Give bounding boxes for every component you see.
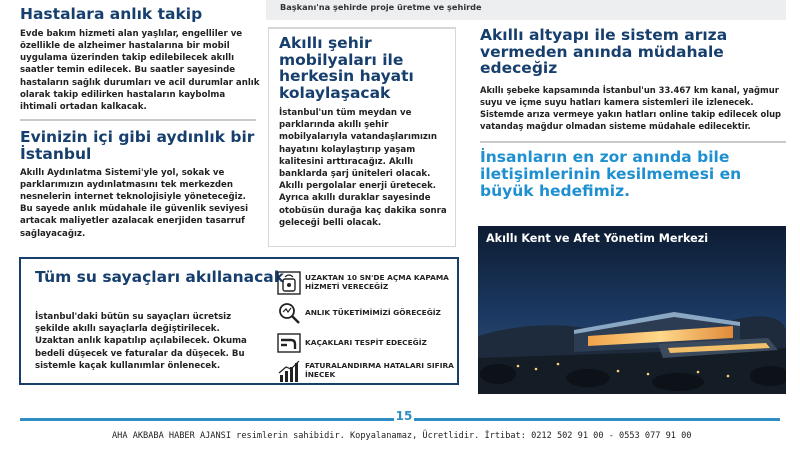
section-heading: Hastalara anlık takip	[20, 5, 203, 23]
footer-rule	[20, 418, 394, 421]
feature-leak-detection	[277, 329, 427, 357]
middle-column	[268, 27, 456, 247]
command-center-photo	[478, 226, 786, 394]
divider	[20, 119, 256, 121]
pipe-icon	[277, 331, 301, 355]
page-number: 15	[395, 409, 413, 423]
feature-label: KAÇAKLARI TESPİT EDECEĞİZ	[305, 337, 427, 347]
top-strip: Başkanı'na şehirde proje üretme ve şehirde	[266, 0, 786, 20]
feature-label: UZAKTAN 10 SN'DE AÇMA KAPAMA HİZMETİ VERECEĞİZ	[305, 273, 449, 291]
pull-quote: İnsanların en zor anında bile iletişimlerinin kesilmemesi en büyük hedefimiz.	[480, 147, 742, 200]
left-column	[20, 0, 260, 240]
section-heading: Tüm su sayaçları akıllanacak	[35, 268, 285, 286]
right-column	[470, 27, 786, 200]
copyright-notice: AHA AKBABA HABER AJANSI resimlerin sahibidir. Kopyalanamaz, Ücretlidir. İrtibat: 0212 502 91 00 - 0553 077 91 00	[112, 431, 692, 441]
section-body: İstanbul'daki bütün su sayaçları ücretsiz şekilde akıllı sayaçlarla değiştirilecek. Uzaktan anlık kapatılıp açılabilecek. Okuma bedeli düşecek ve faturalar da düşecek. Bu sistemle kaçak kullanımlar önlenecek.	[35, 312, 247, 371]
section-body: Evde bakım hizmeti alan yaşlılar, engelliler ve özellikle de alzheimer hastalarına bir mobil uygulama üzerinden takip edilebilecek akıllı saatler temin edilecek. Bu saatler sayesinde hastaların sağlık durumları ve acil durumlar anlık olarak takip edilirken hastaların kaybolma ihtimali ortadan kalkacak.	[20, 28, 260, 112]
feature-label: FATURALANDIRMA HATALARI SIFIRA İNECEK	[305, 361, 454, 379]
feature-label: ANLIK TÜKETİMİMİZİ GÖRECEĞİZ	[305, 307, 441, 317]
remote-control-icon	[277, 271, 301, 295]
section-heading: Evinizin içi gibi aydınlık bir İstanbul	[20, 128, 255, 163]
section-body: İstanbul'un tüm meydan ve parklarında akıllı şehir mobilyalarıyla vatandaşlarımızın hayatını kolaylaştırıp yaşam kalitesini arttıracağız. Akıllı banklarda şarj üniteleri olacak. Akıllı pergolalar enerji üretecek. Ayrıca akıllı duraklar sayesinde otobüsün durağa kaç dakika sonra geleceği belli olacak.	[279, 107, 447, 228]
feature-remote-control	[277, 269, 457, 297]
water-meter-box	[19, 257, 459, 385]
bar-chart-icon	[277, 359, 301, 383]
footer-rule	[414, 418, 780, 421]
feature-consumption	[277, 299, 441, 327]
feature-billing	[277, 357, 457, 385]
section-body: Akıllı şebeke kapsamında İstanbul'un 33.467 km kanal, yağmur suyu ve içme suyu hatları kamera sistemleri ile izlenecek. Sistemde arıza vermeye yakın hatları online takip edilecek olup vatandaş mağdur olmadan sisteme müdahale edilecektir.	[480, 85, 782, 131]
section-heading: Akıllı şehir mobilyaları ile herkesin hayatı kolaylaşacak	[279, 34, 414, 103]
section-heading: Akıllı altyapı ile sistem arıza vermeden anında müdahale edeceğiz	[480, 26, 728, 78]
divider	[480, 141, 786, 143]
photo-caption: Akıllı Kent ve Afet Yönetim Merkezi	[486, 232, 709, 245]
magnifier-icon	[277, 301, 301, 325]
section-body: Akıllı Aydınlatma Sistemi'yle yol, sokak ve parklarımızın aydınlatmasını tek merkezden nesnelerin internet teknolojisiyle yöneteceğiz. Bu sayede anlık müdahale ile güvenlik seviyesi artacak maliyetler azalacak enerjiden tasarruf sağlayacağız.	[20, 167, 249, 239]
night-building-illustration	[478, 226, 786, 394]
